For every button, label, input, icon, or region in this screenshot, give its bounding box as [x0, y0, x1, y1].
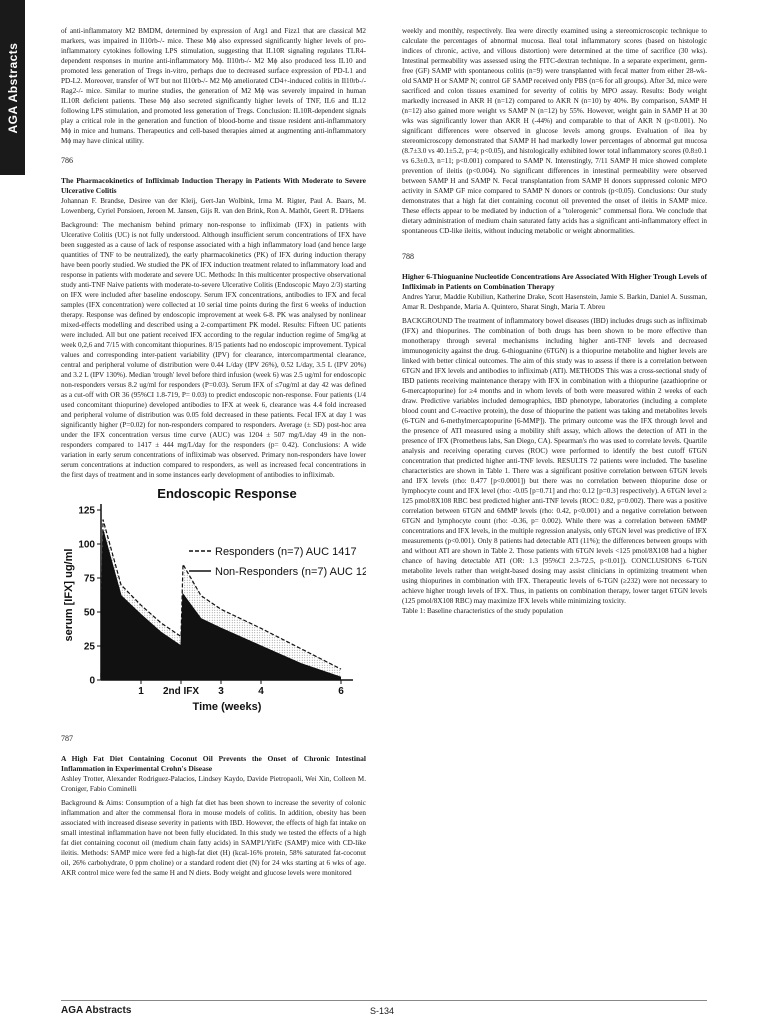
table-caption: Table 1: Baseline characteristics of the study population	[402, 607, 563, 615]
left-column	[61, 26, 366, 878]
abstract-body-788: BACKGROUND The treatment of inflammatory bowel diseases (IBD) includes drugs such as infliximab (IFX) and thiopurines. The combination of both drugs has been shown to be more effective than monotherapy through several mechanisms including higher anti-TNF levels and decreased immunogenicity against the drug. 6-thioguanine (6TGN) is a thiopurine metabolite and higher levels are linked with better clinical outcomes. The aim of this study was to assess if there is a correlation between 6TGN and IFX levels and antibodies to infliximab (ATI). METHODS This was a cross-sectional study of IBD patients receiving maintenance therapy with IFX in combination with a thiopurine (azathioprine or 6-mercaptopurine) for ≥4 months and in whom levels of both were measured within 2 weeks of each draw. Predictive variables included demographics, IBD phenotype, laboratories (including a complete blood count and C-reactive protein), the dose of thiopurine the patient was taking and metabolites levels (6-TGN and 6-methylmercaptopurine [6-MMP]). The primary outcome was the IFX through level and the presence of ATI measured using a mobility shift assay, which allows the detection of ATI in the presence of IFX (Prometheus labs, San Diego, CA). Spearman's rho was used to correlate levels. Quartile analysis and receiving operating curves (ROC) were performed to identify the best cutoff 6TGN concentration that predicted higher anti-TNF levels. RESULTS 72 patients were included. The baseline characteristics are shown in Table 1. There was a significant positive correlation between 6TGN levels and IFX levels (rho: 0.477 [p<0.0001]) but there was no correlation between thiopurine dose or lymphocyte count and IFX level (rho: -0.05 [p=0.71] and rho: 0.12 [p=0.3] respectively). A 6TGN level ≥ 125 pmol/8X108 RBC best predicted higher anti-TNF levels (ROC: 0.82, p=0.002). There was a positive correlation between 6TGN and 6MMP levels (rho: 0.42, p<0.001) and a negative correlation between 6TGN and lymphocyte count (rho: -0.36, p= 0.002). While there was a correlation between 6MMP concentrations and IFX levels, in the multiple regression analysis, only 6TGN level was predictive of IFX measurements (p<0.001). Only 8 patients had detectable ATI (11%); the differences between groups with and without ATI are shown in Table 2. Those patients with 6TGN levels <125 pmol/8X108 had a higher chance of having detectable ATI (OR: 1.3 [95%CI 2.3-72.5, p<0.01]). CONCLUSIONS 6-TGN metabolite levels rather than weight-based dosing may assist clinicians in optimizing treatment when using thiopurines in combination with IFX. Therapeutic levels of 6-TGN (≥232) were not necessary to achieve higher trough levels of IFX. Thus, in patients on combination therapy, lower target 6TGN levels (125 pmol/8X108 RBC) may maximize IFX levels while minimizing toxicity.	[402, 317, 707, 605]
abstract-title-787: A High Fat Diet Containing Coconut Oil Prevents the Onset of Chronic Intestinal Inflammation in Experimental Crohn's Disease	[61, 754, 366, 773]
x-axis-label: Time (weeks)	[192, 701, 262, 713]
chart-title: Endoscopic Response	[157, 486, 297, 501]
legend-label-0: Responders (n=7) AUC 1417	[215, 546, 357, 558]
chart-svg	[61, 484, 366, 724]
abstract-body-786: Background: The mechanism behind primary non-response to infliximab (IFX) in patients with Ulcerative Colitis (UC) is not fully understood. Although insufficient serum concentrations of IFX have been suggested as a cause of lack of response associated with a high inflammatory load (and hence large quantities of TNF to be neutralized), the early pharmacokinetics (PK) of IFX during induction therapy have been poorly studied. We studied the PK of IFX induction treatment related to inflammatory load and response in patients with moderate and severe UC. Methods: In this multicenter prospective observational study anti-TNF Naive patients with moderate-to-severe Ulcerative Colitis (Endoscopic Mayo 2/3) starting on IFX were included after baseline endoscopy. Serum IFX concentrations, antibodies to IFX and fecal samples (IFX concentration) were collected at 10 serial time points during the first 6 weeks of induction therapy. Response was defined by endoscopic improvement at week 6-8. PK was analysed by nonlinear mixed-effects modelling and described using a 2-compartiment PK model. Results: Fifteen UC patients were included. All but one patient received IFX according to the regular induction regime of 5mg/kg at week 0,2,6 and 7/15 with concomitant thiopurines. 8/15 patients had no endoscopic improvement. Typical values and corresponding inter-patient variability (IPV) for clearance, intercompartmental clearance, central and peripheral volume of distribution were 0.44 L/day (IPV 26%), 0.52 L/day, 3.5 L (IPV 20%) and 3.2 L (IPV 130%). Median 'trough' level before third infusion (week 6) was 2.5 ug/ml for endoscopic non-responders versus 8.2 ug/ml for responders (P=0.03). Serum IFX of ≤7ug/ml at day 42 was defined as a cut-off with OR 36 (95%CI 1.8-719, P= 0.03) to predict endoscopic non-response. Four patients (1/4 used concomitant thiopurine) developed antibodies to IFX at week 6, clearance was 4.4 fold increased and peripheral volume of distribution was 0.05 fold decreased in these patients. Fecal IFX at day 1 was significantly higher (P=0.02) for non-responders compared to responders. Average (± SD) post-hoc area under the IFX concentration versus time curve (AUC) was 1204 ± 507 mg/L/day 49 in the non-responders compared to 1417 ± 444 mg/L/day for the responders (p= 0.42). Conclusions: A wide variation in early serum concentrations of infliximab was observed. Primary non-responders have lower serum concentrations at induction compared to responders, as well as increased fecal concentrations in the first days of treatment and in some instances early development of antibodies to infliximab.	[61, 221, 366, 479]
abstract-number-786: 786	[61, 156, 73, 165]
footer-journal-label: AGA Abstracts	[61, 1005, 132, 1016]
right-column	[402, 26, 707, 616]
y-tick-label: 50	[83, 607, 95, 619]
y-tick-label: 75	[83, 573, 95, 585]
y-tick-label: 100	[78, 539, 95, 551]
x-tick-label: 4	[258, 686, 264, 697]
endoscopic-response-chart	[61, 484, 366, 724]
abstract-number-788: 788	[402, 252, 414, 261]
sidebar-section-tab	[0, 0, 25, 175]
y-axis-label: serum [IFX] ug/ml	[63, 548, 75, 642]
abstract-authors-787: Ashley Trotter, Alexander Rodriguez-Palacios, Lindsey Kaydo, Davide Pietropaoli, Wei Xin, Colleen M. Croniger, Fabio Cominelli	[61, 775, 366, 793]
x-tick-label: 1	[138, 686, 144, 697]
y-tick-label: 0	[89, 675, 95, 687]
abstract-body-787: Background & Aims: Consumption of a high fat diet has been shown to increase the severity of colonic inflammation and alter the commensal flora in mouse models of colitis. In addition, obesity has been associated with increased disease severity in patients with IBD. However, the effects of high fat intake on small intestinal inflammation have not been fully elucidated. In this study we tested the effects of a high fat diet containing coconut oil (medium chain fatty acids) in SAMP1/YitFc (SAMP) mice with CD-like ileitis. Methods: SAMP mice were fed a high-fat diet (H) (kcal-16% protein, 58% saturated fat-coconut oil, 26% carbohydrate, 0 ppm choline) or a standard rodent diet (N) for 24 wks starting at 6 wks of age. AKR control mice were fed the same H and N diets. Body weight and glucose levels were monitored	[61, 799, 366, 877]
abstract-title-786: The Pharmacokinetics of Infliximab Induction Therapy in Patients With Moderate to Severe Ulcerative Colitis	[61, 176, 366, 195]
abstract-number-787: 787	[61, 734, 73, 743]
abstract-authors-788: Andres Yarur, Maddie Kubiliun, Katherine Drake, Scott Hasenstein, Jamie S. Barkin, Daniel A. Sussman, Amar R. Deshpande, Maria A. Quintero, Sharat Singh, Maria T. Abreu	[402, 293, 707, 311]
abstract-authors-786: Johannan F. Brandse, Desiree van der Kleij, Gert-Jan Wolbink, Irma M. Rigter, Paul A. Baars, M. Lowenberg, Cyriel Ponsioen, Jeroen M. Jansen, Gijs R. van den Brink, Ron A. Mathôt, Geert R. D'Haens	[61, 197, 366, 215]
sidebar-label: AGA Abstracts	[6, 42, 20, 134]
page-number: S-134	[370, 1006, 395, 1016]
footer-rule	[61, 1000, 707, 1001]
x-tick-label: 6	[338, 686, 344, 697]
x-tick-label: 3	[218, 686, 224, 697]
continued-abstract-text-787: weekly and monthly, respectively. Ilea were directly examined using a stereomicroscopic technique to calculate the percentages of abnormal mucosa. Ileal total inflammatory scores (based on histologic indices of chronic, active, and villous distortion) were determined at the time of sacrifice (30 wks). Intestinal permeability was assessed using the FITC-dextran technique. In a separate experiment, germ-free (GF) SAMP with spontaneous colitis (n=9) were transplanted with fecal matter from either 28-wk-old SAMP H or SAMP N; control GF SAMP received only PBS (n=6 for all groups). After 3d, mice were sacrificed and colon tissues examined for severity of colitis by MPO assay. Results: Body weight markedly increased in AKR H (n=12) compared to AKR N (n=10) by 40%. By comparison, SAMP H (n=12) also gained more weight vs SAMP N (n=12) by 55%. However, weight gain in SAMP H at 30 wks was significantly lower than AKR H (-44%) and comparable to that of AKR N (p<0.001). No significant differences were observed in glucose levels among groups. Evaluation of ilea by stereomicroscopy demonstrated that SAMP H had markedly lower percentages of abnormal gut mucosa (8.7±3.0 vs 40.1±5.2, p=4; p<0.05), and histologically exhibited lower total inflammatory scores (0.8±0.1 vs 6.3±0.3, n=11; p<0.001) compared to SAMP N. Interestingly, 7/11 SAMP H mice showed complete prevention of ileitis (p<0.004). No significant differences in intestinal permeability were observed between SAMP H and SAMP N. Fecal transplantation from SAMP H donors suppressed colonic MPO activity in SAMP GF mice compared to SAMP N donors or controls (p<0.05). Conclusions: Our study demonstrates that a high fat diet containing coconut oil prevented the onset of ileitis in SAMP mice. These effects appear to be mediated by induction of a "tolerogenic" commensal flora. We conclude that dietary administration of medium chain saturated fatty acids has a significant anti-inflammatory effect in spontaneous CD-like ileitis, without inducing metabolic or weight abnormalities.	[402, 27, 707, 235]
x-tick-label: 2nd IFX	[162, 686, 200, 697]
continued-abstract-text: of anti-inflammatory M2 BMDM, determined by expression of Arg1 and Fizz1 that are classical M2 markers, was impaired in Il10rb-/- mice. These Mϕ also expressed significantly higher levels of pro-inflammatory cytokines following LPS stimulation, suggesting that IL10R signaling regulates TLR4-dependent responses in murine anti-inflammatory Mϕ. Il10rb-/- M2 Mϕ also produced less IL10 and promoted less generation of Tregs in-vitro, perhaps due to decreased surface expression of PD-L1 and PD-L2. Moreover, transfer of WT but not Il10rb-/- M2 Mϕ ameliorated CD4+-induced colitis in Il10rb-/-Rag2-/- mice. Similar to murine studies, the generation of M2 Mϕ was severely impaired in human IL10R deficient patients. These Mϕ also secreted significantly higher levels of TNF, IL6 and IL12 following LPS stimulation, and promoted less generation of Tregs. Conclusion: IL10R-dependent signals play a critical role in the generation and function of blood-borne and tissue resident anti-inflammatory Mϕ in mice and humans. Therapeutics and cell-based therapies aimed at augmenting anti-inflammatory Mϕ may have clinical utility.	[61, 27, 366, 145]
legend-label-1: Non-Responders (n=7) AUC 1204	[215, 566, 366, 578]
y-tick-label: 25	[83, 641, 95, 653]
abstract-title-788: Higher 6-Thioguanine Nucleotide Concentrations Are Associated With Higher Trough Levels of Infliximab in Patients on Combination Therapy	[402, 272, 707, 291]
y-tick-label: 125	[78, 505, 95, 517]
page-footer	[0, 1000, 768, 1024]
